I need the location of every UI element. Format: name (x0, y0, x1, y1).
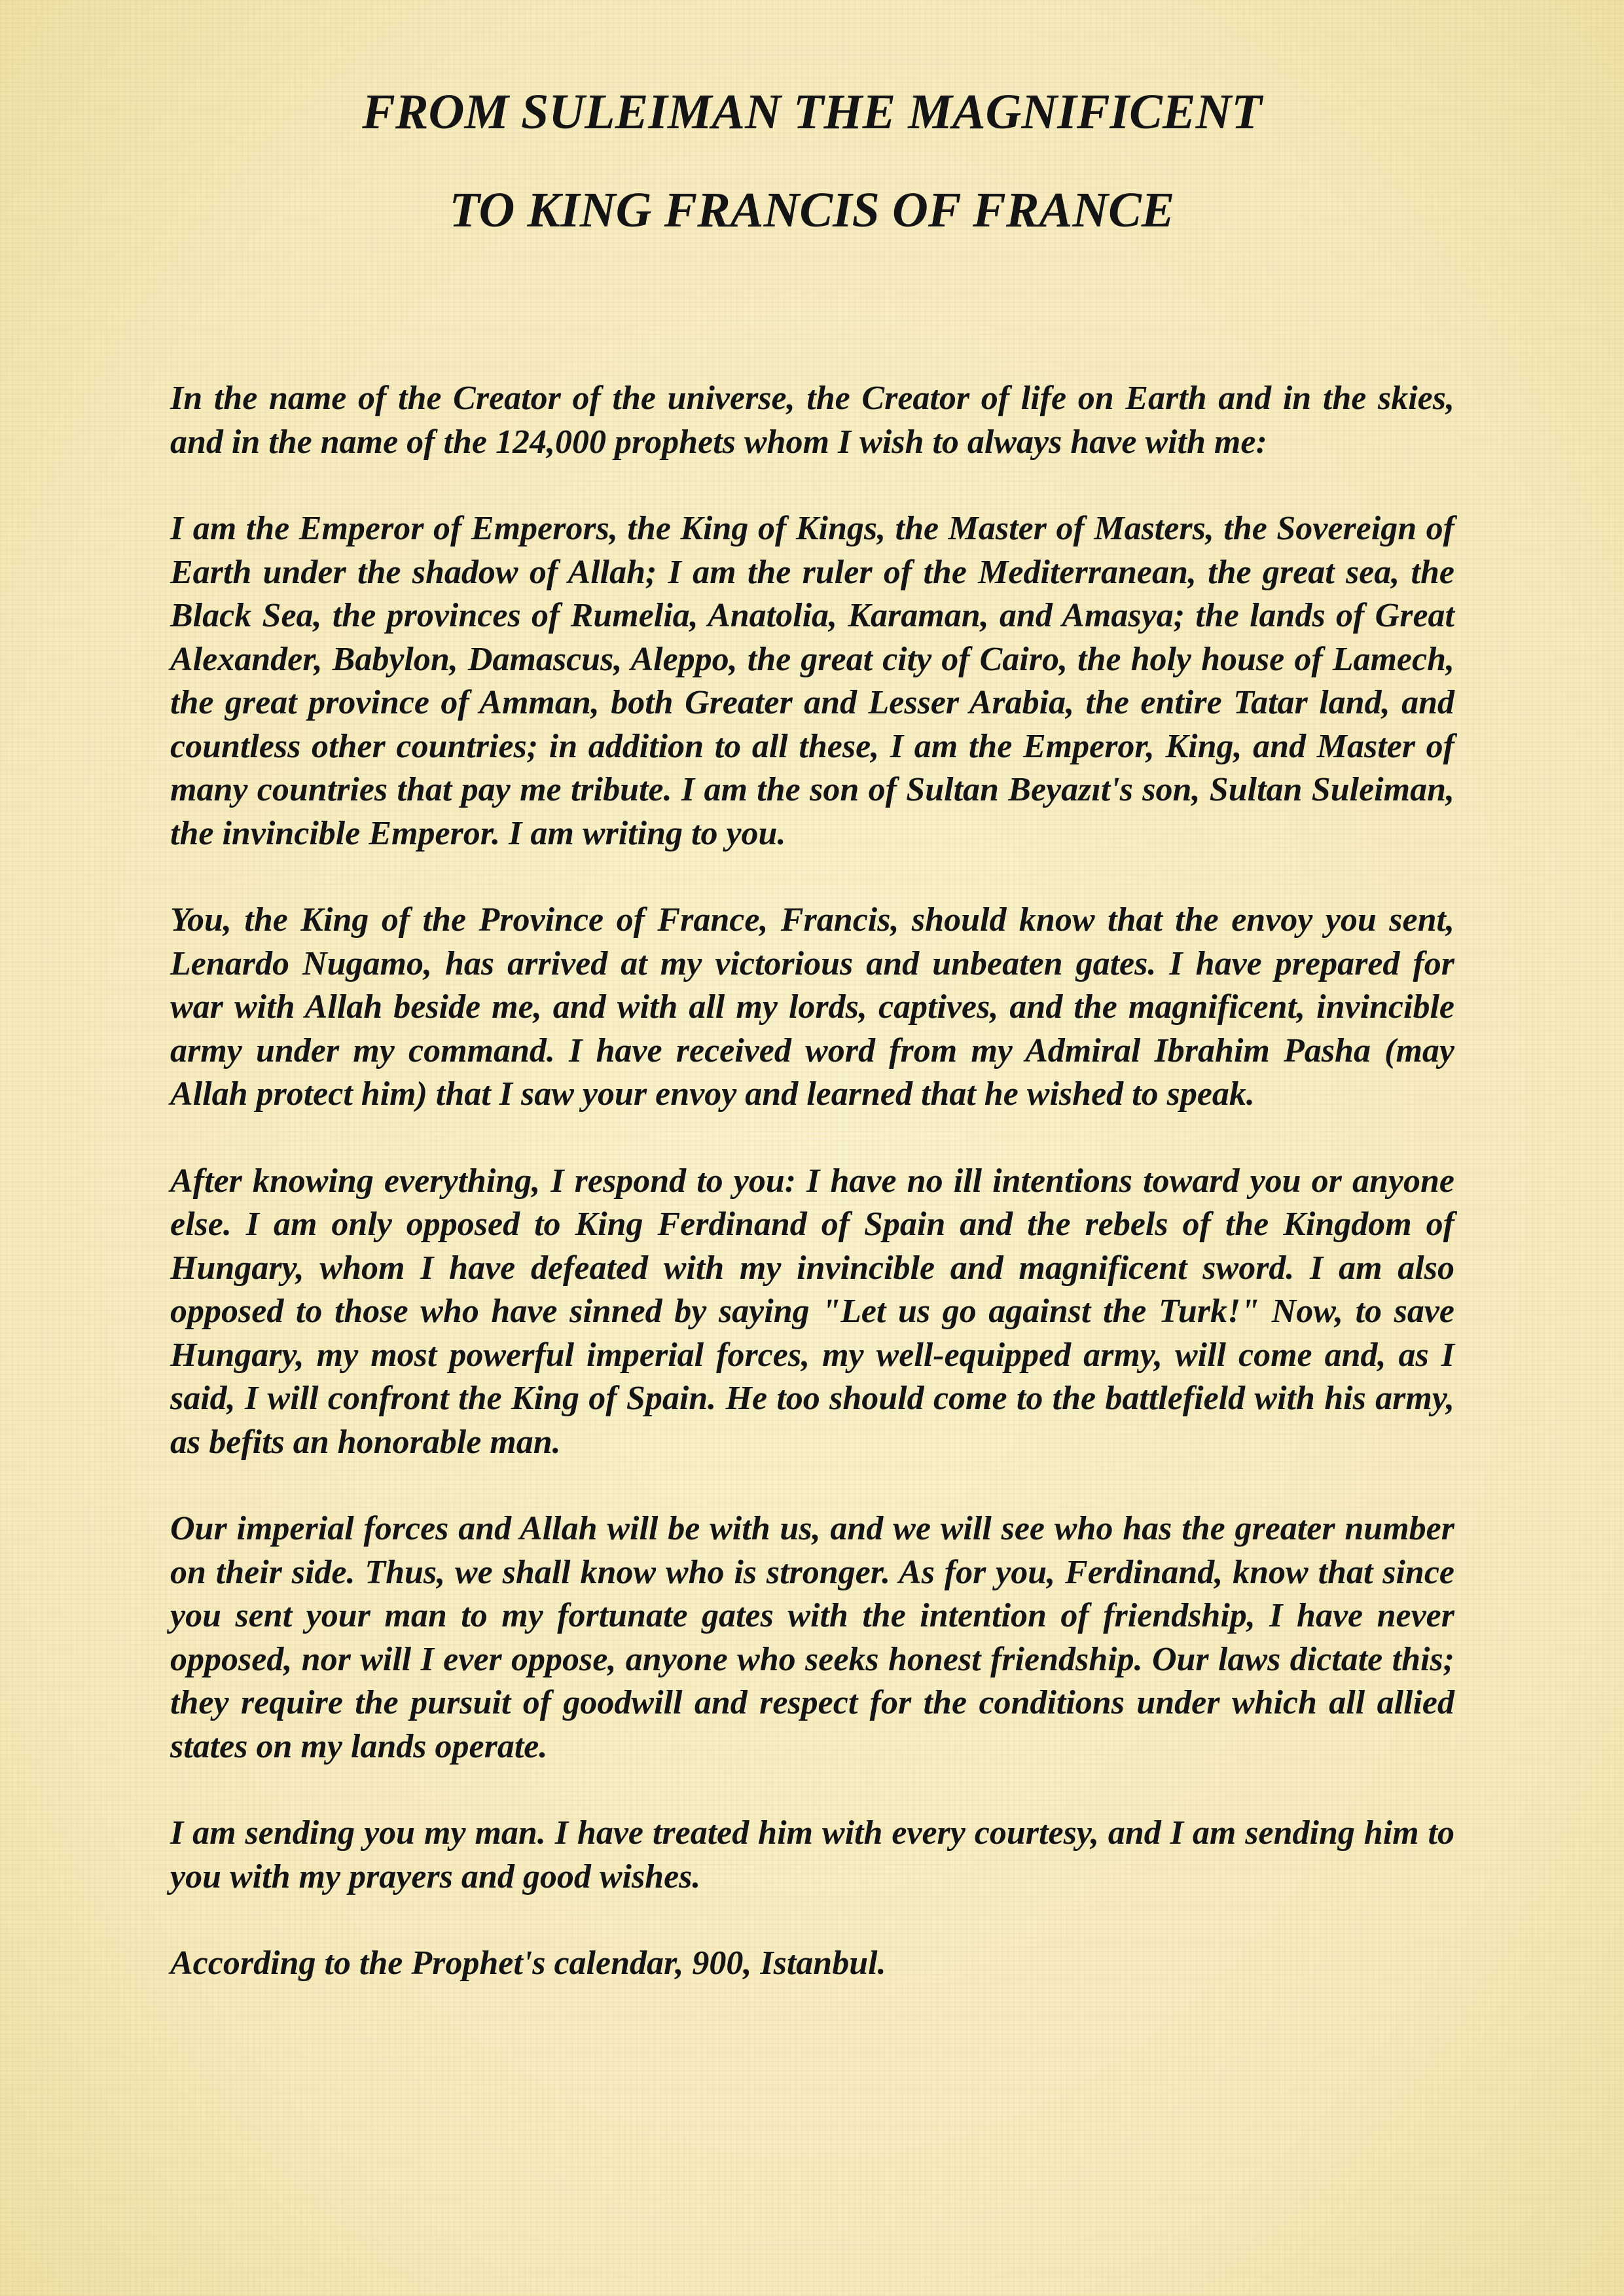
paragraph-sending-man: I am sending you my man. I have treated him with every courtesy, and I am sending him to you with my prayers and good wishes. (170, 1814, 1454, 1895)
paragraph-dateline: According to the Prophet's calendar, 900, Istanbul. (170, 1945, 886, 1982)
letter-body (170, 377, 1454, 1986)
paragraph-response: After knowing everything, I respond to you: I have no ill intentions toward you or anyone else. I am only opposed to King Ferdinand of Spain and the rebels of the Kingdom of Hungary, whom I have defeated with my invincible and magnificent sword. I am also opposed to those who have sinned by saying "Let us go against the Turk!" Now, to save Hungary, my most powerful imperial forces, my well-equipped army, will come and, as I said, I will confront the King of Spain. He too should come to the battlefield with his army, as befits an honorable man. (170, 1162, 1454, 1461)
paragraph-friendship: Our imperial forces and Allah will be with us, and we will see who has the greater number on their side. Thus, we shall know who is stronger. As for you, Ferdinand, know that since you sent your man to my fortunate gates with the intention of friendship, I have never opposed, nor will I ever oppose, anyone who seeks honest friendship. Our laws dictate this; they require the pursuit of goodwill and respect for the conditions under which all allied states on my lands operate. (170, 1510, 1454, 1765)
paragraph-titles: I am the Emperor of Emperors, the King of Kings, the Master of Masters, the Sovereign of Earth under the shadow of Allah; I am the ruler of the Mediterranean, the great sea, the Black Sea, the provinces of Rumelia, Anatolia, Karaman, and Amasya; the lands of Great Alexander, Babylon, Damascus, Aleppo, the great city of Cairo, the holy house of Lamech, the great province of Amman, both Greater and Lesser Arabia, the entire Tatar land, and countless other countries; in addition to all these, I am the Emperor, King, and Master of many countries that pay me tribute. I am the son of Sultan Beyazıt's son, Sultan Suleiman, the invincible Emperor. I am writing to you. (170, 510, 1454, 852)
paragraph-invocation: In the name of the Creator of the universe, the Creator of life on Earth and in the skies, and in the name of the 124,000 prophets whom I wish to always have with me: (170, 380, 1454, 461)
letter-title-line-2: TO KING FRANCIS OF FRANCE (449, 183, 1175, 238)
letter-title-line-1: FROM SULEIMAN THE MAGNIFICENT (362, 84, 1262, 139)
paragraph-envoy: You, the King of the Province of France, Francis, should know that the envoy you sent, Lenardo Nugamo, has arrived at my victorious and unbeaten gates. I have prepared for war with Allah beside me, and with all my lords, captives, and the magnificent, invincible army under my command. I have received word from my Admiral Ibrahim Pasha (may Allah protect him) that I saw your envoy and learned that he wished to speak. (170, 901, 1454, 1113)
